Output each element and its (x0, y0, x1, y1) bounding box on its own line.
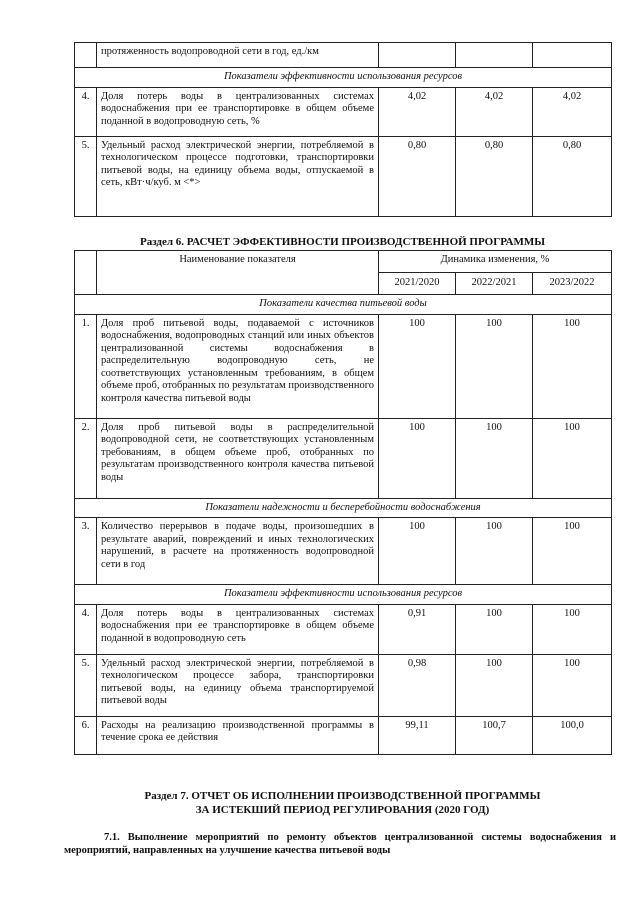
section7-paragraph (64, 831, 616, 857)
table-row (75, 136, 612, 216)
section-title: Показатели эффективности использования ресурсов (75, 68, 612, 88)
value-cell: 100 (456, 418, 533, 498)
table-section6 (74, 250, 612, 755)
value-cell (533, 43, 612, 68)
value-cell: 100 (456, 518, 533, 585)
section-row (75, 68, 612, 88)
row-text: Удельный расход электрической энергии, потребляемой в технологическом процессе подготовки, транспортировки питьевой воды, на единицу объема воды, отпускаемой в сеть, кВт·ч/куб. м <*> (97, 136, 379, 216)
section-title: Показатели качества питьевой воды (75, 295, 612, 315)
row-number: 5. (75, 654, 97, 716)
row-number: 6. (75, 716, 97, 754)
table-top (74, 42, 612, 217)
row-number: 1. (75, 314, 97, 418)
value-cell: 0,98 (379, 654, 456, 716)
section-title: Показатели эффективности использования ресурсов (75, 585, 612, 605)
value-cell: 100 (533, 314, 612, 418)
value-cell: 100,0 (533, 716, 612, 754)
value-cell: 99,11 (379, 716, 456, 754)
year-header: 2023/2022 (533, 273, 612, 295)
value-cell: 100 (456, 654, 533, 716)
row-number: 5. (75, 136, 97, 216)
header-row (75, 251, 612, 273)
value-cell: 100 (533, 604, 612, 654)
row-text: Удельный расход электрической энергии, потребляемой в технологическом процессе забора, транспортировки питьевой воды, на единицу объема транспортируемой питьевой воды (97, 654, 379, 716)
year-header: 2022/2021 (456, 273, 533, 295)
value-cell: 100,7 (456, 716, 533, 754)
value-cell: 100 (379, 314, 456, 418)
number-column-header (75, 251, 97, 295)
row-number: 3. (75, 518, 97, 585)
row-number: 4. (75, 87, 97, 136)
row-text: Доля проб питьевой воды в распределительной водопроводной сети, не соответствующих установленным требованиям, в общем объеме проб, отобранных по результатам производственного контроля качества питьевой воды (97, 418, 379, 498)
section-row (75, 498, 612, 518)
value-cell: 4,02 (456, 87, 533, 136)
value-cell: 100 (456, 604, 533, 654)
value-cell: 0,80 (456, 136, 533, 216)
value-cell (456, 43, 533, 68)
value-cell: 100 (456, 314, 533, 418)
row-text: протяженность водопроводной сети в год, ед./км (97, 43, 379, 68)
value-cell: 100 (379, 418, 456, 498)
paragraph-text: Выполнение мероприятий по ремонту объектов централизованной системы водоснабжения и мероприятий, направленных на улучшение качества питьевой воды (64, 832, 616, 856)
value-cell: 0,80 (379, 136, 456, 216)
row-text: Количество перерывов в подаче воды, произошедших в результате аварий, повреждений и иных технологических нарушений, в расчете на протяженность водопроводной сети в год (97, 518, 379, 585)
row-number (75, 43, 97, 68)
row-text: Доля проб питьевой воды, подаваемой с источников водоснабжения, водопроводных станций или иных объектов централизованной системы водоснабжения в распределительную водопроводную сеть, не соответствующих установленным требованиям, в общем объеме проб, отобранных по результатам производственного контроля качества питьевой воды (97, 314, 379, 418)
section-title: Показатели надежности и бесперебойности водоснабжения (75, 498, 612, 518)
year-header: 2021/2020 (379, 273, 456, 295)
row-text: Расходы на реализацию производственной программы в течение срока ее действия (97, 716, 379, 754)
table-row (75, 604, 612, 654)
value-cell: 100 (533, 654, 612, 716)
row-text: Доля потерь воды в централизованных системах водоснабжения при ее транспортировке в общем объеме поданной в водопроводную сеть, % (97, 87, 379, 136)
value-cell: 0,91 (379, 604, 456, 654)
table-row (75, 716, 612, 754)
table-row (75, 418, 612, 498)
value-cell: 4,02 (379, 87, 456, 136)
value-cell: 4,02 (533, 87, 612, 136)
section-row (75, 585, 612, 605)
row-text: Доля потерь воды в централизованных системах водоснабжения при ее транспортировке в общем объеме поданной в водопроводную сеть (97, 604, 379, 654)
value-cell (379, 43, 456, 68)
table-row (75, 518, 612, 585)
value-cell: 100 (533, 418, 612, 498)
table-row (75, 87, 612, 136)
section6-title: Раздел 6. РАСЧЕТ ЭФФЕКТИВНОСТИ ПРОИЗВОДСТВЕННОЙ ПРОГРАММЫ (139, 236, 546, 248)
paragraph-number: 7.1. (104, 832, 120, 843)
table-row (75, 314, 612, 418)
section7-title-line2: ЗА ИСТЕКШИЙ ПЕРИОД РЕГУЛИРОВАНИЯ (2020 ГОД) (195, 804, 490, 816)
name-column-header: Наименование показателя (97, 251, 379, 295)
dynamics-column-header: Динамика изменения, % (379, 251, 612, 273)
value-cell: 100 (379, 518, 456, 585)
section7-title-line1: Раздел 7. ОТЧЕТ ОБ ИСПОЛНЕНИИ ПРОИЗВОДСТВЕННОЙ ПРОГРАММЫ (144, 790, 541, 802)
section-row (75, 295, 612, 315)
table-row (75, 43, 612, 68)
table-row (75, 654, 612, 716)
row-number: 4. (75, 604, 97, 654)
value-cell: 100 (533, 518, 612, 585)
row-number: 2. (75, 418, 97, 498)
value-cell: 0,80 (533, 136, 612, 216)
